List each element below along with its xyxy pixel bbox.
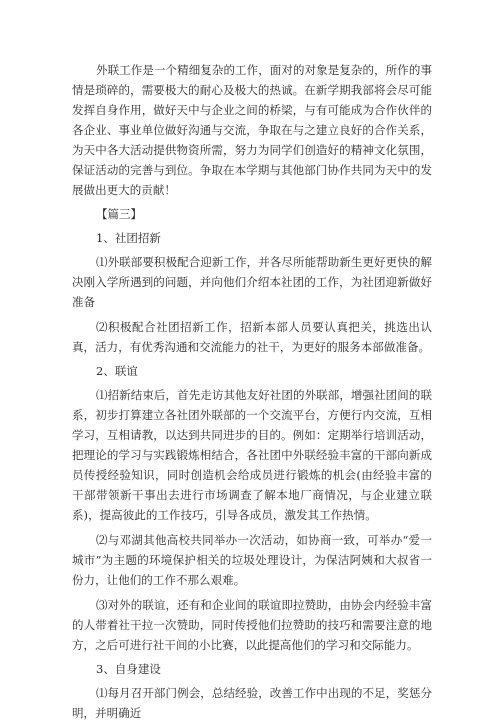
section-2-paragraph-2: ⑵与邓湖其他高校共同举办一次活动，如协商一致，可举办“爱一城市”为主题的环境保护相关的垃圾处理设计，为保洁阿姨和大叔省一份力，让他们的工作不那么艰难。: [72, 533, 432, 587]
section-1-paragraph-1: ⑴外联部要积极配合迎新工作，并各尽所能帮助新生更好更快的解决刚入学所遇到的问题，并向他们介绍本社团的工作，为社团迎新做好准备: [72, 255, 432, 309]
section-2-title: 2、联谊: [96, 364, 138, 378]
document-page: [72, 60, 432, 723]
intro-paragraph: 外联工作是一个精细复杂的工作，面对的对象是复杂的，所作的事情是琐碎的，需要极大的耐心及极大的热诚。在新学期我部将会尽可能发挥自身作用，做好天中与企业之间的桥梁，与有可能成为合作伙伴的各企业、事业单位做好沟通与交流，争取在与之建立良好的合作关系，为天中各大活动提供物资所需，努力为同学们创造好的精神文化氛围，保证活动的完善与到位。争取在本学期与其他部门协作共同为天中的发展做出更大的贡献！: [72, 63, 432, 197]
section-2-paragraph-3: ⑶对外的联谊，还有和企业间的联谊即拉赞助，由协会内经验丰富的人带着社干拉一次赞助，同时传授他们拉赞助的技巧和需要注意的地方，之后可进行社干间的小比赛，以此提高他们的学习和交际能力。: [72, 598, 432, 652]
section-3-paragraph-1: ⑴每月召开部门例会，总结经验，改善工作中出现的不足，奖惩分明，并明确近: [72, 686, 432, 720]
section-3-title: 3、自身建设: [96, 662, 161, 676]
section-2-paragraph-1: ⑴招新结束后，首先走访其他友好社团的外联部，增强社团间的联系，初步打算建立各社团外联部的一个交流平台，方便行内交流，互相学习，互相请教，以达到共同进步的目的。例如：定期举行培训活动，把理论的学习与实践锻炼相结合，各社团中外联经验丰富的干部向新成员传授经验知识，同时创造机会给成员进行锻炼的机会(由经验丰富的干部带领新干事出去进行市场调查了解本地厂商情况，与企业建立联系)，提高彼此的工作技巧，引导各成员，激发其工作热情。: [72, 388, 432, 522]
section-1-title: 1、社团招新: [96, 231, 161, 245]
section-title: 【篇三】: [96, 207, 142, 221]
section-1-paragraph-2: ⑵积极配合社团招新工作，招新本部人员要认真把关，挑选出认真，活力，有优秀沟通和交流能力的社干，为更好的服务本部做准备。: [72, 320, 432, 354]
